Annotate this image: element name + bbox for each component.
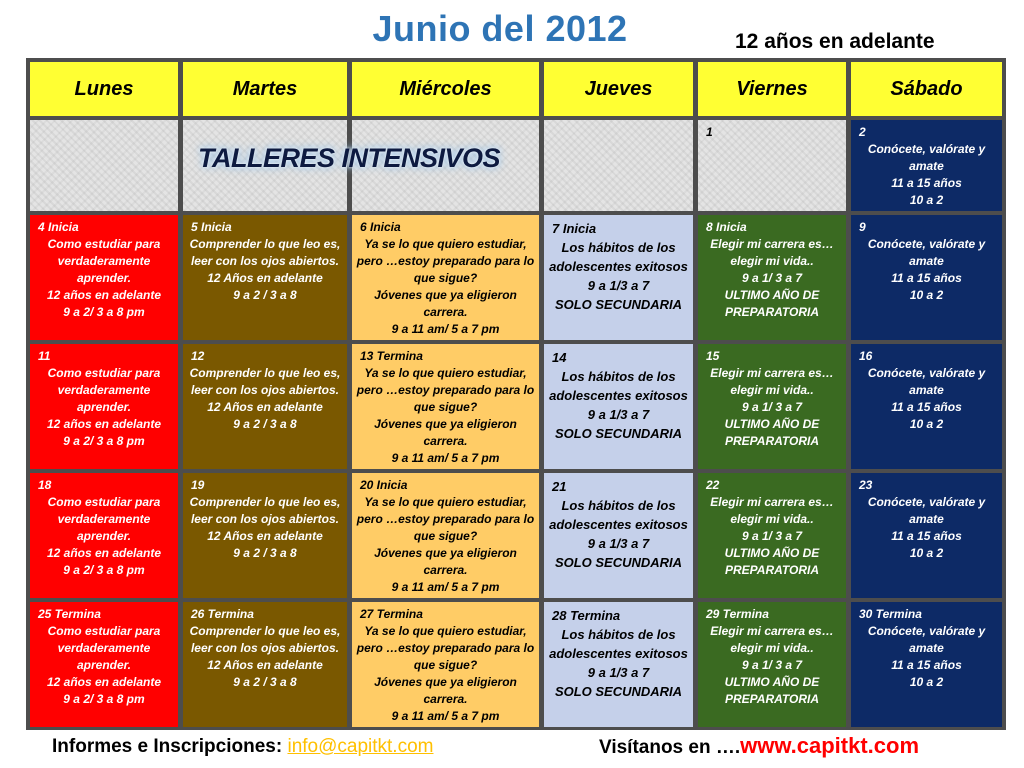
day-header-jueves: Jueves: [544, 62, 693, 116]
day-cell: [30, 215, 178, 340]
workshop-line: Ya se lo que quiero estudiar, pero …estoy preparado para lo que sigue?: [356, 237, 535, 285]
workshop-line: ULTIMO AÑO DE PREPARATORIA: [724, 546, 820, 577]
day-cell: [851, 215, 1002, 340]
workshop-line: SOLO SECUNDARIA: [554, 297, 683, 312]
workshop-line: SOLO SECUNDARIA: [554, 555, 683, 570]
workshop-line: 9 a 11 am/ 5 a 7 pm: [391, 322, 500, 336]
workshop-line: 10 a 2: [909, 288, 944, 302]
workshop-line: 9 a 1/3 a 7: [587, 278, 650, 293]
workshop-line: 9 a 1/3 a 7: [587, 407, 650, 422]
workshop-line: Jóvenes que ya eligieron carrera.: [374, 546, 517, 577]
workshop-line: Como estudiar para verdaderamente aprender.: [47, 366, 161, 414]
workshop-line: 9 a 2 / 3 a 8: [233, 417, 297, 431]
day-cell: [544, 215, 693, 340]
workshop-line: 10 a 2: [909, 417, 944, 431]
day-cell: [30, 473, 178, 598]
day-number: 18: [38, 478, 52, 492]
day-cell: [544, 473, 693, 598]
day-number: 15: [706, 349, 720, 363]
email-link[interactable]: info@capitkt.com: [287, 736, 434, 757]
workshop-line: Ya se lo que quiero estudiar, pero …estoy preparado para lo que sigue?: [356, 495, 535, 543]
workshop-line: 10 a 2: [909, 193, 944, 207]
workshop-line: 12 Años en adelante: [207, 400, 323, 414]
day-number: 8 Inicia: [706, 220, 747, 234]
workshop-line: 9 a 2/ 3 a 8 pm: [63, 692, 145, 706]
workshop-line: ULTIMO AÑO DE PREPARATORIA: [724, 288, 820, 319]
workshop-line: 9 a 1/ 3 a 7: [741, 658, 803, 672]
workshop-line: Elegir mi carrera es…elegir mi vida..: [710, 237, 834, 268]
day-header-miercoles: Miércoles: [352, 62, 539, 116]
workshop-line: Conócete, valórate y amate: [867, 366, 986, 397]
workshop-line: 9 a 1/3 a 7: [587, 536, 650, 551]
workshop-line: 9 a 2 / 3 a 8: [233, 288, 297, 302]
info-label: Informes e Inscripciones:: [52, 736, 288, 757]
workshop-line: 10 a 2: [909, 546, 944, 560]
workshop-line: 9 a 2 / 3 a 8: [233, 546, 297, 560]
day-number: 11: [38, 349, 51, 363]
day-number: 23: [859, 478, 873, 492]
day-number: 25 Termina: [38, 607, 101, 621]
day-header-viernes: Viernes: [698, 62, 846, 116]
workshop-line: 12 años en adelante: [46, 417, 162, 431]
day-cell: [698, 473, 846, 598]
day-cell: [352, 344, 539, 469]
day-number: 28 Termina: [552, 608, 621, 623]
day-cell: [851, 120, 1002, 211]
workshop-line: Los hábitos de los adolescentes exitosos: [549, 369, 688, 403]
workshop-line: 11 a 15 años: [891, 400, 962, 414]
workshop-line: Elegir mi carrera es…elegir mi vida..: [710, 624, 834, 655]
day-number: 20 Inicia: [360, 478, 408, 492]
day-number: 14: [552, 350, 567, 365]
day-cell: [183, 215, 347, 340]
day-number: 21: [552, 479, 567, 494]
day-header-martes: Martes: [183, 62, 347, 116]
workshop-line: Conócete, valórate y amate: [867, 142, 986, 173]
workshop-line: Como estudiar para verdaderamente aprender.: [47, 495, 161, 543]
workshop-line: Comprender lo que leo es, leer con los ojos abiertos.: [189, 495, 341, 526]
day-cell: [30, 120, 178, 211]
visit-label: Visítanos en ….: [599, 737, 741, 758]
workshop-line: 10 a 2: [909, 675, 944, 689]
workshop-line: 9 a 2/ 3 a 8 pm: [63, 434, 145, 448]
day-cell: [352, 473, 539, 598]
footer-website: [599, 733, 919, 759]
day-number: 19: [191, 478, 205, 492]
day-cell: [183, 473, 347, 598]
workshop-line: SOLO SECUNDARIA: [554, 684, 683, 699]
workshop-line: Elegir mi carrera es…elegir mi vida..: [710, 366, 834, 397]
day-number: 27 Termina: [360, 607, 423, 621]
day-number: 16: [859, 349, 873, 363]
day-header-lunes: Lunes: [30, 62, 178, 116]
day-cell: [30, 344, 178, 469]
day-number: 9: [859, 220, 866, 234]
workshop-line: 11 a 15 años: [891, 529, 962, 543]
day-cell: [544, 120, 693, 211]
day-number: 7 Inicia: [552, 221, 597, 236]
day-cell: [544, 602, 693, 727]
workshop-line: ULTIMO AÑO DE PREPARATORIA: [724, 675, 820, 706]
day-cell: [698, 215, 846, 340]
workshop-line: 9 a 1/3 a 7: [587, 665, 650, 680]
workshop-line: Jóvenes que ya eligieron carrera.: [374, 417, 517, 448]
workshop-line: 9 a 11 am/ 5 a 7 pm: [391, 580, 500, 594]
day-number: 2: [859, 125, 866, 139]
workshop-line: 9 a 2/ 3 a 8 pm: [63, 305, 145, 319]
talleres-banner: TALLERES INTENSIVOS: [198, 143, 501, 173]
workshop-line: 12 años en adelante: [46, 675, 162, 689]
workshop-line: 9 a 11 am/ 5 a 7 pm: [391, 451, 500, 465]
workshop-line: Jóvenes que ya eligieron carrera.: [374, 288, 517, 319]
workshop-line: 9 a 1/ 3 a 7: [741, 271, 803, 285]
workshop-line: 9 a 2 / 3 a 8: [233, 675, 297, 689]
workshop-line: 12 Años en adelante: [207, 529, 323, 543]
day-cell: [851, 344, 1002, 469]
workshop-line: Los hábitos de los adolescentes exitosos: [549, 240, 688, 274]
day-header-sabado: Sábado: [851, 62, 1002, 116]
day-number: 13 Termina: [360, 349, 423, 363]
workshop-line: 11 a 15 años: [891, 176, 962, 190]
day-cell: [183, 344, 347, 469]
day-cell: [352, 602, 539, 727]
workshop-line: 12 Años en adelante: [207, 271, 323, 285]
website-link[interactable]: www.capitkt.com: [740, 733, 920, 758]
workshop-line: Como estudiar para verdaderamente aprender.: [47, 237, 161, 285]
workshop-line: Ya se lo que quiero estudiar, pero …estoy preparado para lo que sigue?: [356, 624, 535, 672]
day-number: 30 Termina: [859, 607, 922, 621]
workshop-line: Ya se lo que quiero estudiar, pero …estoy preparado para lo que sigue?: [356, 366, 535, 414]
workshop-line: 11 a 15 años: [891, 658, 962, 672]
day-number: 1: [706, 125, 713, 139]
footer-contact: [52, 736, 433, 758]
day-cell: [30, 602, 178, 727]
day-cell: [851, 602, 1002, 727]
workshop-line: 12 Años en adelante: [207, 658, 323, 672]
day-cell: [352, 215, 539, 340]
workshop-line: 11 a 15 años: [891, 271, 962, 285]
workshop-line: Conócete, valórate y amate: [867, 624, 986, 655]
workshop-line: 12 años en adelante: [46, 546, 162, 560]
workshop-line: Conócete, valórate y amate: [867, 237, 986, 268]
day-number: 12: [191, 349, 205, 363]
day-number: 22: [706, 478, 720, 492]
workshop-line: Comprender lo que leo es, leer con los ojos abiertos.: [189, 366, 341, 397]
workshop-line: Los hábitos de los adolescentes exitosos: [549, 627, 688, 661]
day-number: 26 Termina: [191, 607, 254, 621]
workshop-line: Conócete, valórate y amate: [867, 495, 986, 526]
page-title: Junio del 2012: [372, 8, 628, 49]
workshop-line: Elegir mi carrera es…elegir mi vida..: [710, 495, 834, 526]
workshop-line: Comprender lo que leo es, leer con los ojos abiertos.: [189, 624, 341, 655]
workshop-line: ULTIMO AÑO DE PREPARATORIA: [724, 417, 820, 448]
day-cell: [183, 602, 347, 727]
age-subtitle: 12 años en adelante: [735, 30, 935, 53]
workshop-line: 9 a 11 am/ 5 a 7 pm: [391, 709, 500, 723]
day-number: 6 Inicia: [360, 220, 401, 234]
day-cell: [851, 473, 1002, 598]
workshop-line: 9 a 2/ 3 a 8 pm: [63, 563, 145, 577]
day-cell: [698, 344, 846, 469]
workshop-line: Como estudiar para verdaderamente aprender.: [47, 624, 161, 672]
day-cell: [544, 344, 693, 469]
workshop-line: 9 a 1/ 3 a 7: [741, 400, 803, 414]
workshop-line: Jóvenes que ya eligieron carrera.: [374, 675, 517, 706]
day-cell: [698, 602, 846, 727]
day-cell: [698, 120, 846, 211]
workshop-line: SOLO SECUNDARIA: [554, 426, 683, 441]
day-number: 29 Termina: [706, 607, 769, 621]
workshop-line: Los hábitos de los adolescentes exitosos: [549, 498, 688, 532]
workshop-line: Comprender lo que leo es, leer con los ojos abiertos.: [189, 237, 341, 268]
calendar-grid: [26, 58, 1006, 730]
day-number: 5 Inicia: [191, 220, 232, 234]
workshop-line: 12 años en adelante: [46, 288, 162, 302]
day-number: 4 Inicia: [38, 220, 79, 234]
workshop-line: 9 a 1/ 3 a 7: [741, 529, 803, 543]
